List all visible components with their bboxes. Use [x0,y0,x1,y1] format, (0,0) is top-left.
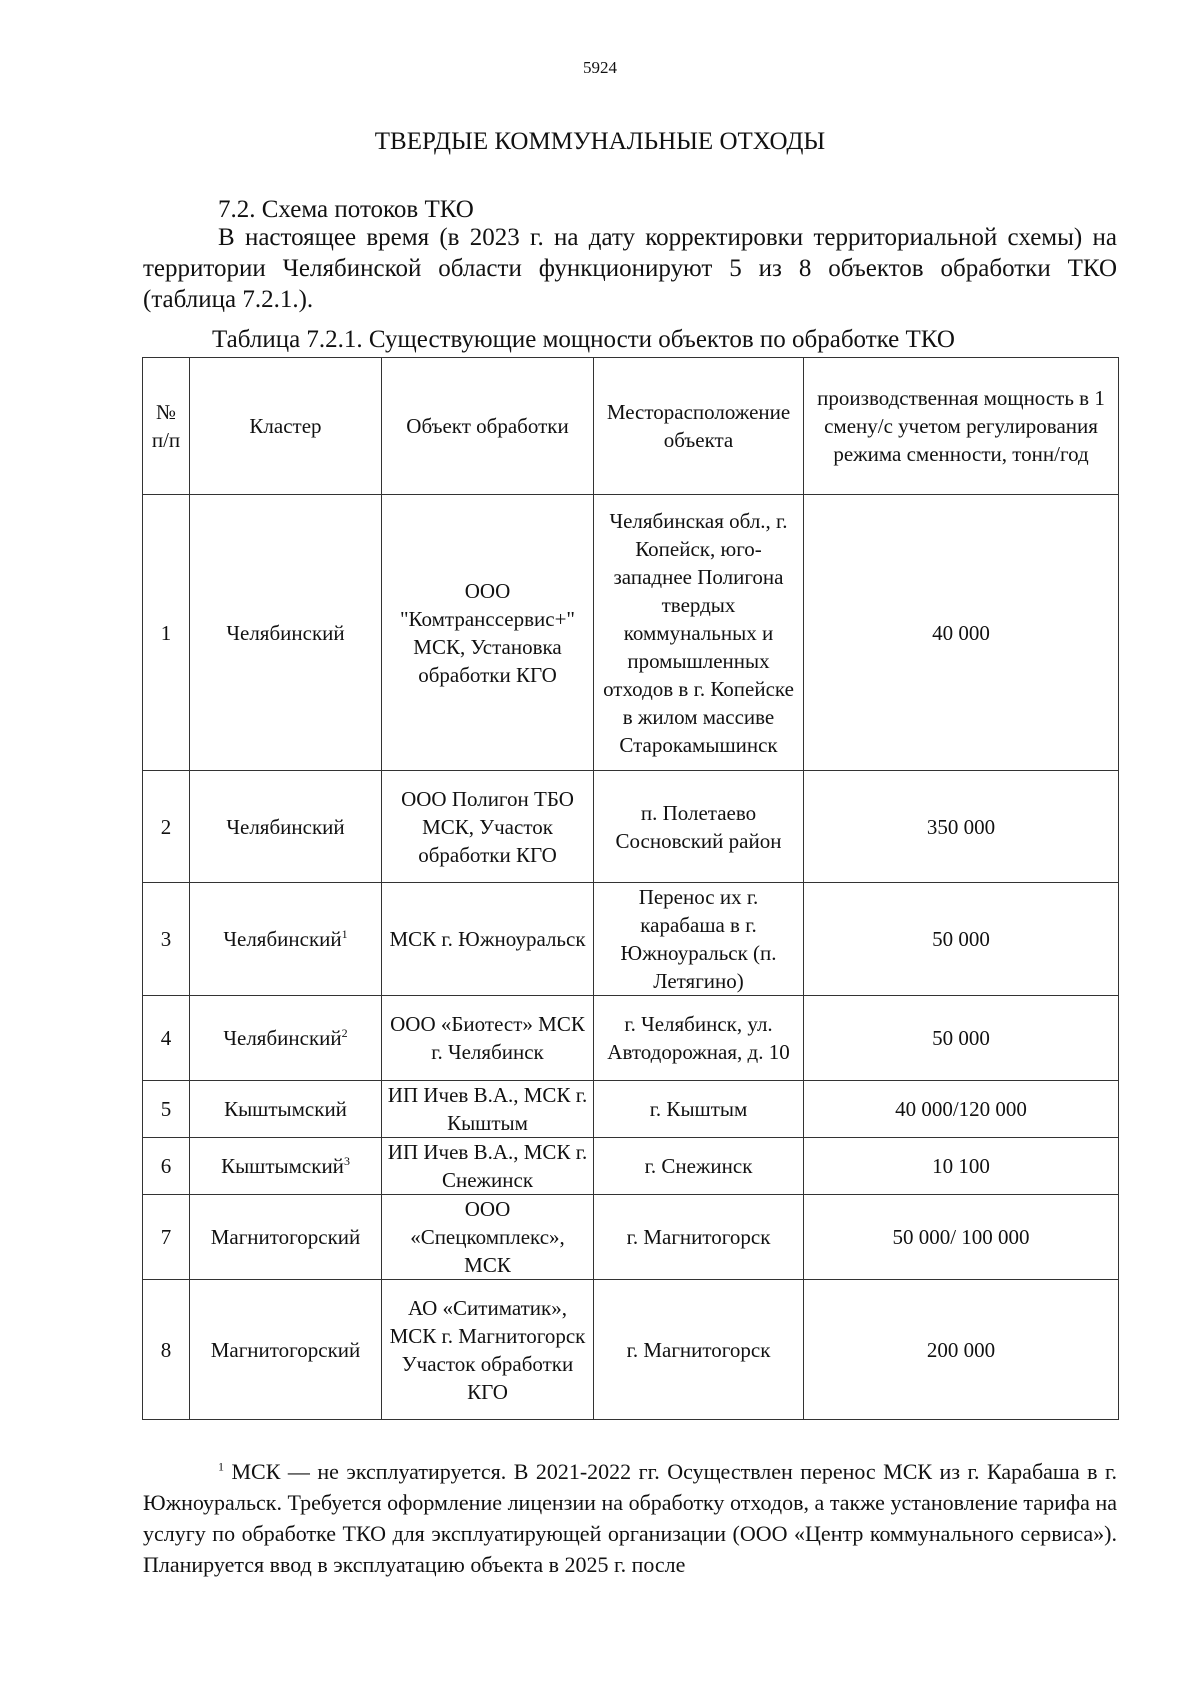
row-number: 4 [143,996,190,1081]
footnote-ref: 1 [341,927,348,941]
row-cluster: Кыштымский$^3$ [190,1138,382,1195]
row-number: 8 [143,1280,190,1420]
row-cluster: Челябинский [190,495,382,771]
header-cluster: Кластер [190,358,382,495]
footnote-text: МСК — не эксплуатируется. В 2021-2022 гг. Осуществлен перенос МСК из г. Карабаша в г. Южноуральск. Требуется оформление лицензии на обработку отходов, а также установление тарифа на услугу по обработке ТКО для эксплуатирующей организации (ООО «Центр коммунального сервиса»). Планируется ввод в эксплуатацию объекта в 2025 г. после [143,1459,1117,1577]
row-cluster: Челябинский$^1$ [190,883,382,996]
row-number: 2 [143,771,190,883]
footnote [143,1456,1117,1580]
table-row [143,771,1119,883]
row-facility: ООО Полигон ТБО МСК, Участок обработки КГО [382,771,594,883]
table-row [143,996,1119,1081]
capacity-table [142,357,1119,1420]
header-number: № п/п [143,358,190,495]
table-row [143,1138,1119,1195]
table-caption: Таблица 7.2.1. Существующие мощности объектов по обработке ТКО [212,326,955,353]
row-capacity: 50 000/ 100 000 [804,1195,1119,1280]
row-number: 3 [143,883,190,996]
row-facility: ИП Ичев В.А., МСК г. Снежинск [382,1138,594,1195]
footnote-ref: 3 [343,1154,350,1168]
row-location: Челябинская обл., г. Копейск, юго-западнее Полигона твердых коммунальных и промышленных отходов в г. Копейске в жилом массиве Старокамышинск [594,495,804,771]
row-capacity: 50 000 [804,883,1119,996]
table-row [143,1280,1119,1420]
row-capacity: 200 000 [804,1280,1119,1420]
table-row [143,1081,1119,1138]
footnote-marker: 1 [218,1459,224,1474]
table-row [143,883,1119,996]
intro-paragraph: В настоящее время (в 2023 г. на дату корректировки территориальной схемы) на территории Челябинской области функционируют 5 из 8 объектов обработки ТКО (таблица 7.2.1.). [143,224,1117,313]
footnote-ref: 2 [341,1026,348,1040]
table-row [143,495,1119,771]
header-facility: Объект обработки [382,358,594,495]
row-location: Перенос их г. карабаша в г. Южноуральск (п. Летягино) [594,883,804,996]
row-capacity: 350 000 [804,771,1119,883]
row-facility: АО «Ситиматик», МСК г. Магнитогорск Участок обработки КГО [382,1280,594,1420]
row-capacity: 10 100 [804,1138,1119,1195]
row-cluster: Магнитогорский [190,1195,382,1280]
row-facility: ООО "Комтранссервис+" МСК, Установка обработки КГО [382,495,594,771]
row-location: г. Магнитогорск [594,1195,804,1280]
row-facility: ООО «Биотест» МСК г. Челябинск [382,996,594,1081]
row-capacity: 40 000 [804,495,1119,771]
row-facility: ООО «Спецкомплекс», МСК [382,1195,594,1280]
row-location: г. Магнитогорск [594,1280,804,1420]
row-capacity: 40 000/120 000 [804,1081,1119,1138]
row-number: 6 [143,1138,190,1195]
row-facility: МСК г. Южноуральск [382,883,594,996]
header-capacity: производственная мощность в 1 смену/с учетом регулирования режима сменности, тонн/год [804,358,1119,495]
row-location: г. Снежинск [594,1138,804,1195]
page-number: 5924 [583,58,617,77]
row-facility: ИП Ичев В.А., МСК г. Кыштым [382,1081,594,1138]
row-cluster: Магнитогорский [190,1280,382,1420]
row-cluster: Челябинский [190,771,382,883]
table-header-row [143,358,1119,495]
row-number: 7 [143,1195,190,1280]
row-number: 1 [143,495,190,771]
row-location: г. Челябинск, ул. Автодорожная, д. 10 [594,996,804,1081]
table-row [143,1195,1119,1280]
row-cluster: Челябинский$^2$ [190,996,382,1081]
section-heading: 7.2. Схема потоков ТКО [218,196,474,223]
header-location: Месторасположение объекта [594,358,804,495]
row-location: г. Кыштым [594,1081,804,1138]
page-title: ТВЕРДЫЕ КОММУНАЛЬНЫЕ ОТХОДЫ [374,128,826,155]
row-location: п. Полетаево Сосновский район [594,771,804,883]
row-capacity: 50 000 [804,996,1119,1081]
row-cluster: Кыштымский [190,1081,382,1138]
row-number: 5 [143,1081,190,1138]
